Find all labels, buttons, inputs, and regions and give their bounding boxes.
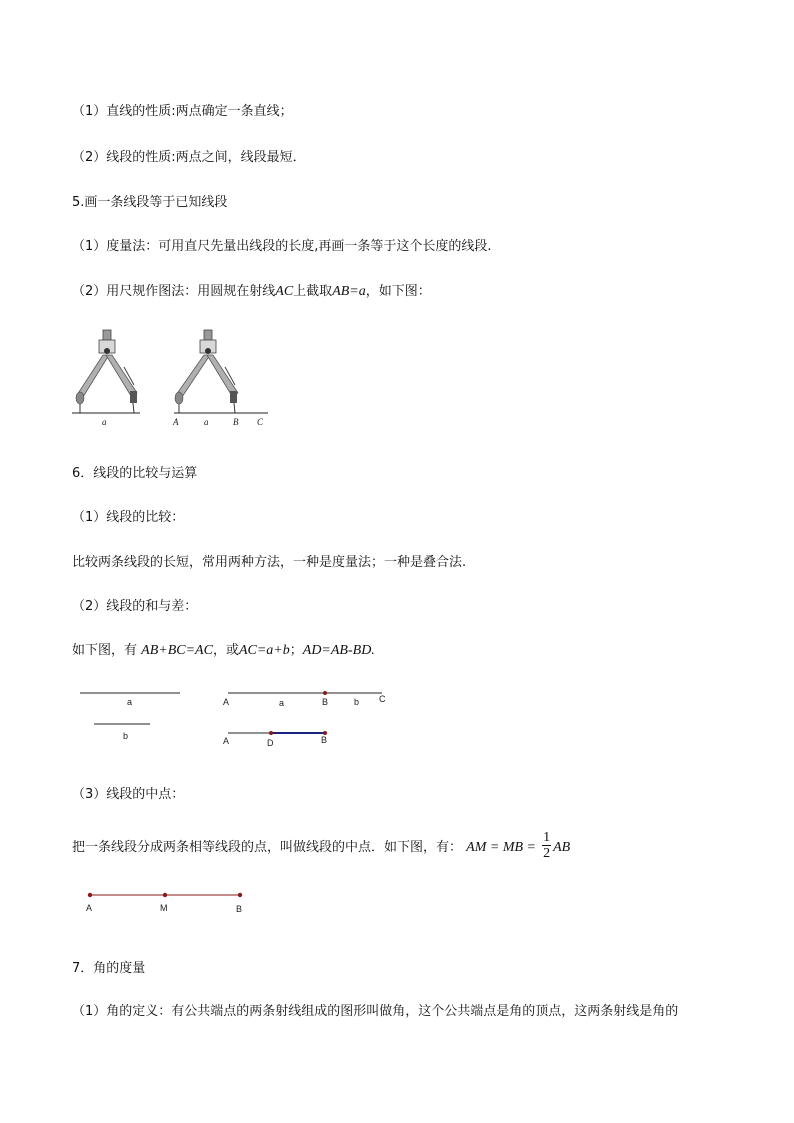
label-B: B xyxy=(236,904,243,914)
text-fragment: 把一条线段分成两条相等线段的点，叫做线段的中点．如下图，有： xyxy=(72,840,463,855)
point-a xyxy=(88,893,92,897)
text-compass-method xyxy=(72,283,431,301)
math-ad-eq: AD=AB-BD. xyxy=(302,643,375,658)
text-line-property-line: （1）直线的性质:两点确定一条直线； xyxy=(72,104,293,119)
sum-diff-figure xyxy=(72,685,402,750)
math-ac-eq-a-plus-b: AC=a+b xyxy=(238,643,290,658)
compass-left xyxy=(76,330,137,413)
text-fragment: ，如下图： xyxy=(365,284,431,299)
text-midpoint-definition xyxy=(72,832,570,863)
text-fragment: ，或 xyxy=(212,643,239,658)
point-b-upper xyxy=(323,691,327,695)
text-compare-methods: 比较两条线段的长短，常用两种方法，一种是度量法；一种是叠合法. xyxy=(72,555,467,570)
compass-right xyxy=(175,330,238,413)
math-am-eq-mb: AM = MB = xyxy=(466,840,536,855)
label-b-upper: b xyxy=(354,697,360,707)
text-sum-diff-formula xyxy=(72,642,375,660)
section-heading-6: 6．线段的比较与运算 xyxy=(72,466,198,481)
label-B-lower: B xyxy=(321,735,328,745)
text-sum-diff-heading: （2）线段的和与差： xyxy=(72,599,198,614)
label-a-upper: a xyxy=(279,698,285,708)
label-B-upper: B xyxy=(322,697,329,707)
text-compare-heading: （1）线段的比较： xyxy=(72,510,185,525)
label-a-right: a xyxy=(204,417,209,427)
fraction-denominator: 2 xyxy=(543,846,551,861)
label-A-lower: A xyxy=(223,736,230,746)
label-D: D xyxy=(267,738,274,748)
label-a: a xyxy=(127,697,133,707)
label-C: C xyxy=(257,417,264,427)
label-a-left: a xyxy=(102,417,107,427)
compass-figure xyxy=(72,325,272,430)
point-d xyxy=(269,731,273,735)
point-m xyxy=(163,893,167,897)
text-angle-definition: （1）角的定义：有公共端点的两条射线组成的图形叫做角，这个公共端点是角的顶点，这两条射线是角的 xyxy=(72,1004,679,1019)
text-measure-method: （1）度量法：可用直尺先量出线段的长度,再画一条等于这个长度的线段. xyxy=(72,239,492,254)
midpoint-figure xyxy=(80,888,255,918)
text-fragment: 上截取 xyxy=(293,284,333,299)
label-C-upper: C xyxy=(379,694,386,704)
text-fragment: （2）用尺规作图法：用圆规在射线 xyxy=(72,284,276,299)
text-midpoint-heading: （3）线段的中点： xyxy=(72,787,185,802)
math-ac: AC xyxy=(275,284,294,299)
label-b: b xyxy=(123,731,129,741)
label-A: A xyxy=(173,417,179,427)
section-heading-7: 7．角的度量 xyxy=(72,961,146,976)
point-b xyxy=(238,893,242,897)
label-B: B xyxy=(233,417,239,427)
text-fragment: ； xyxy=(289,643,303,658)
math-ab: AB xyxy=(553,840,571,855)
label-A-upper: A xyxy=(223,697,230,707)
math-ab-eq-a: AB=a xyxy=(332,284,366,299)
label-A: A xyxy=(86,903,93,913)
label-M: M xyxy=(160,903,168,913)
text-line-property-segment: （2）线段的性质:两点之间，线段最短． xyxy=(72,150,306,165)
fraction-one-half xyxy=(542,830,551,861)
section-heading-5: 5.画一条线段等于已知线段 xyxy=(72,195,228,210)
math-ab-plus-bc: AB+BC=AC xyxy=(141,643,213,658)
text-fragment: 如下图，有 xyxy=(72,643,138,658)
fraction-numerator: 1 xyxy=(543,830,551,845)
